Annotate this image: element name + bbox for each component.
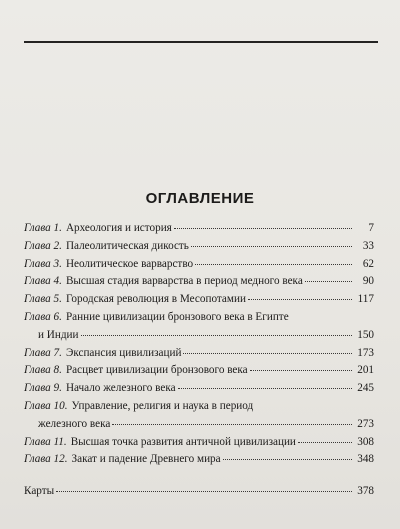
chapter-title-continuation: железного века xyxy=(38,417,111,430)
chapter-title: Расцвет цивилизации бронзового века xyxy=(65,364,248,377)
dot-leader xyxy=(223,459,352,460)
chapter-title: Высшая стадия варварства в период медного века xyxy=(65,275,303,288)
toc-entry-4 xyxy=(24,273,374,291)
chapter-title: Закат и падение Древнего мира xyxy=(71,453,221,466)
page-number: 62 xyxy=(362,257,374,270)
chapter-number: Глава 1. xyxy=(24,222,62,234)
maps-title: Карты xyxy=(24,485,55,498)
dot-leader xyxy=(191,246,352,247)
page-number: 378 xyxy=(357,485,374,498)
dot-leader xyxy=(178,388,352,389)
toc-entry-1 xyxy=(24,220,374,238)
page-number: 150 xyxy=(357,328,374,341)
page-number: 201 xyxy=(357,364,374,377)
chapter-title: Управление, религия и наука в период xyxy=(71,399,254,412)
table-of-contents xyxy=(24,220,374,501)
page-number: 173 xyxy=(357,346,374,359)
page-number: 90 xyxy=(362,275,374,288)
page-number: 308 xyxy=(357,435,374,448)
chapter-title: Археология и история xyxy=(65,222,172,234)
toc-heading: ОГЛАВЛЕНИЕ xyxy=(145,190,255,207)
dot-leader xyxy=(174,228,352,229)
dot-leader xyxy=(112,424,352,425)
dot-leader xyxy=(183,353,352,354)
chapter-title: Экспансия цивилизаций xyxy=(65,346,182,359)
chapter-title: Палеолитическая дикость xyxy=(65,239,189,252)
page-number: 245 xyxy=(357,382,374,395)
chapter-title-continuation: и Индии xyxy=(38,328,79,341)
toc-entry-11 xyxy=(24,434,374,452)
page-number: 7 xyxy=(368,222,374,234)
dot-leader xyxy=(298,442,352,443)
chapter-number: Глава 9. xyxy=(24,382,62,395)
chapter-number: Глава 6. xyxy=(24,310,62,323)
toc-entry-12 xyxy=(24,451,374,469)
dot-leader xyxy=(248,299,352,300)
toc-entry-9 xyxy=(24,380,374,398)
toc-entry-maps xyxy=(24,483,374,501)
toc-entry-5 xyxy=(24,291,374,309)
page-number: 33 xyxy=(362,239,374,252)
toc-entry-3 xyxy=(24,256,374,274)
dot-leader xyxy=(56,491,352,492)
toc-entry-8 xyxy=(24,362,374,380)
chapter-title: Высшая точка развития античной цивилизации xyxy=(70,435,296,448)
dot-leader xyxy=(81,335,352,336)
chapter-title: Начало железного века xyxy=(65,382,176,395)
toc-entry-6 xyxy=(24,309,374,345)
chapter-title: Городская революция в Месопотамии xyxy=(65,293,246,306)
dot-leader xyxy=(195,264,352,265)
toc-entry-10 xyxy=(24,398,374,434)
chapter-number: Глава 4. xyxy=(24,275,62,288)
chapter-title: Ранние цивилизации бронзового века в Египте xyxy=(65,310,289,323)
page-number: 348 xyxy=(357,453,374,466)
chapter-number: Глава 2. xyxy=(24,239,62,252)
page-number: 117 xyxy=(357,293,374,306)
chapter-number: Глава 7. xyxy=(24,346,62,359)
chapter-number: Глава 11. xyxy=(24,435,67,448)
chapter-title: Неолитическое варварство xyxy=(65,257,194,270)
page-number: 273 xyxy=(357,417,374,430)
chapter-number: Глава 3. xyxy=(24,257,62,270)
chapter-number: Глава 8. xyxy=(24,364,62,377)
toc-entry-2 xyxy=(24,238,374,256)
toc-entry-7 xyxy=(24,345,374,363)
chapter-number: Глава 12. xyxy=(24,453,68,466)
chapter-number: Глава 10. xyxy=(24,399,68,412)
top-rule xyxy=(24,41,378,43)
dot-leader xyxy=(305,281,352,282)
chapter-number: Глава 5. xyxy=(24,293,62,306)
dot-leader xyxy=(250,370,352,371)
